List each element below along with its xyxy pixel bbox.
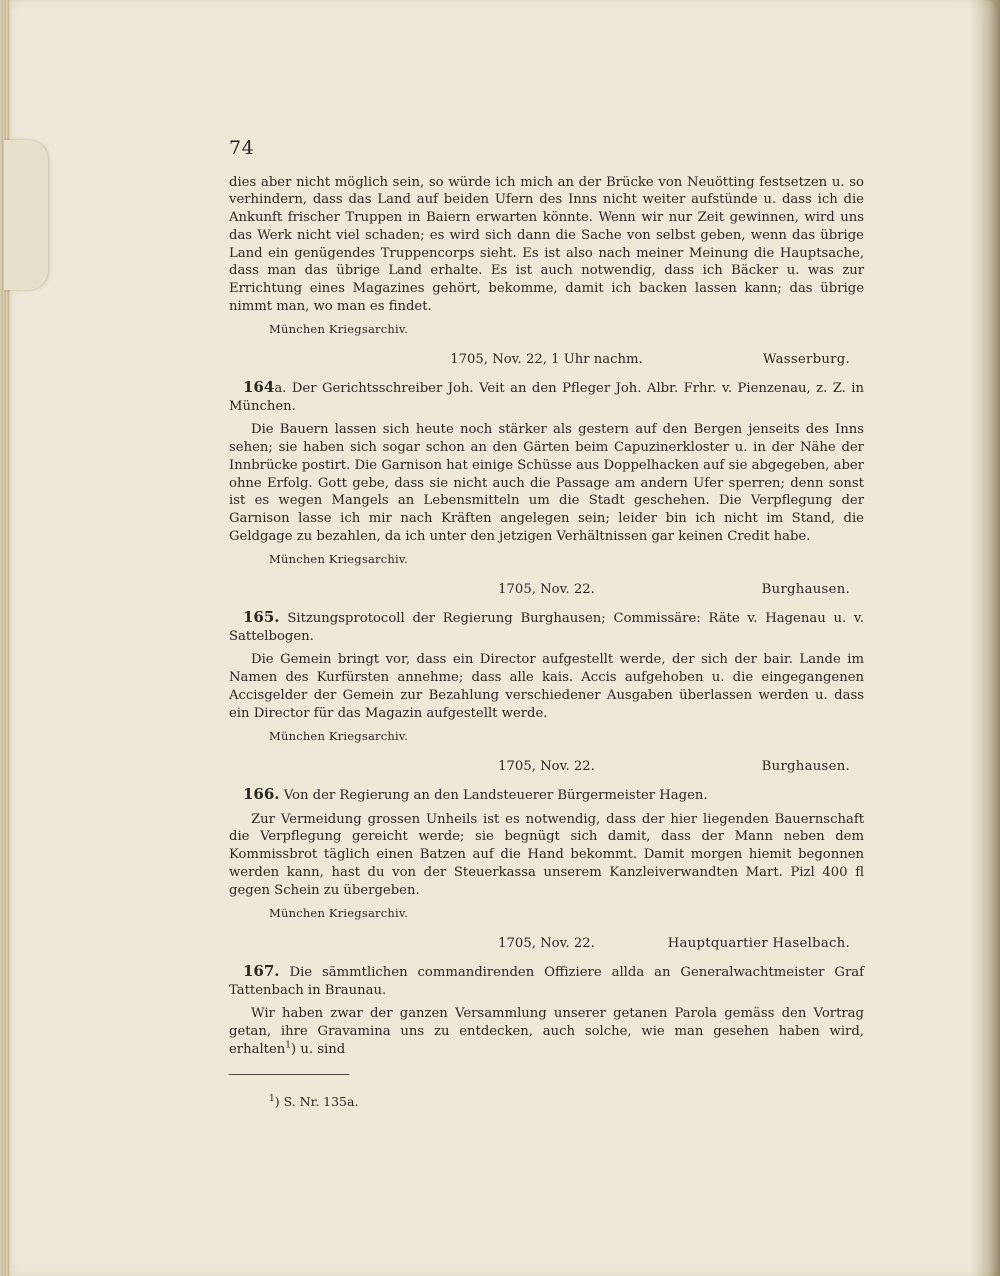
dateline-place: Wasserburg. [762, 352, 850, 368]
footnote-mark: 1 [269, 1094, 275, 1105]
document-number: 166. [243, 784, 280, 803]
document-heading [229, 963, 864, 999]
document-title: Von der Regierung an den Landsteuerer Bürgermeister Hagen. [283, 787, 708, 803]
page-number: 74 [229, 137, 255, 159]
source-note: München Kriegsarchiv. [269, 906, 409, 921]
dateline [229, 581, 864, 601]
document-number-suffix: a. [274, 381, 287, 397]
document-heading [229, 609, 864, 645]
dateline-date: 1705, Nov. 22. [498, 582, 595, 598]
document-body-text: Wir haben zwar der ganzen Versammlung unserer getanen Parola gemäss den Vortrag getan, ihre Gravamina uns zu entdecken, auch solche, wie man gesehen haben wird, erhalten [229, 1006, 864, 1057]
dateline [229, 935, 864, 955]
document-number: 167. [243, 961, 280, 980]
footnote-rule [229, 1074, 349, 1075]
document-title: Die sämmtlichen commandirenden Offiziere allda an Generalwachtmeister Graf Tattenbach in Braunau. [229, 964, 864, 998]
dateline-date: 1705, Nov. 22. [498, 758, 595, 774]
footnote-reference: 1 [285, 1040, 292, 1051]
document-body: Die Bauern lassen sich heute noch stärker als gestern auf den Bergen jenseits des Inns sehen; sie haben sich sogar schon an den Gärten beim Capuzinerkloster u. in der Nähe der Innbrücke postirt. Die Garnison hat einige Schüsse aus Doppelhacken auf sie abgegeben, aber ohne Erfolg. Gott gebe, dass sie nicht auch die Passage am andern Ufer sperren; denn sonst ist es wegen Mangels an Lebensmitteln um die Stadt geschehen. Die Verpflegung der Garnison lasse ich mir nach Kräften angelegen sein; leider bin ich nicht im Stand, die Geldgage zu bezahlen, da ich unter den jetzigen Verhältnissen gar keinen Credit habe. [229, 422, 864, 544]
document-body [229, 1005, 864, 1058]
continued-paragraph: dies aber nicht möglich sein, so würde ich mich an der Brücke von Neuötting festsetzen u. so verhindern, dass das Land auf beiden Ufern des Inns nicht weiter aufstünde u. dass ich die Ankunft frischer Truppen in Baiern erwarten könnte. Wenn wir nur Zeit gewinnen, wird uns das Werk nicht viel schaden; es wird sich dann die Sache von selbst geben, wenn das übrige Land ein genügendes Truppencorps sieht. Es ist also nach meiner Meinung die Hauptsache, dass man das übrige Land erhalte. Es ist auch notwendig, dass ich Bäcker u. was zur Errichtung eines Magazines gehört, bekomme, damit ich backen lassen kann; das übrige nimmt man, wo man es findet. [229, 174, 864, 314]
document-body: Zur Vermeidung grossen Unheils ist es notwendig, dass der hier liegenden Bauernschaft die Verpflegung gereicht werde; sie begnügt sich damit, dass der Mann neben dem Kommissbrot täglich einen Batzen auf die Hand bekommt. Damit morgen hiemit begonnen werden kann, hast du von der Steuerkassa unserem Kanzleiverwandten Mart. Pizl 400 fl gegen Schein zu übergeben. [229, 811, 864, 898]
document-number: 165. [243, 608, 280, 627]
document-title: Der Gerichtsschreiber Joh. Veit an den Pfleger Joh. Albr. Frhr. v. Pienzenau, z. Z. in München. [229, 381, 864, 414]
footnote [269, 1093, 864, 1111]
source-note: München Kriegsarchiv. [269, 322, 409, 337]
document-body-text: ) u. sind [291, 1041, 346, 1057]
binding-tab [4, 140, 48, 290]
dateline-date: 1705, Nov. 22, 1 Uhr nachm. [450, 352, 643, 368]
footnote-text: ) S. Nr. 135a. [274, 1094, 359, 1110]
document-title: Sitzungsprotocoll der Regierung Burghausen; Commissäre: Räte v. Hagenau u. v. Sattelbogen. [229, 611, 864, 644]
document-heading [229, 786, 864, 805]
source-note: München Kriegsarchiv. [269, 552, 409, 567]
dateline-place: Burghausen. [761, 582, 850, 598]
dateline-place: Hauptquartier Haselbach. [667, 935, 850, 951]
dateline [229, 351, 864, 371]
dateline-date: 1705, Nov. 22. [498, 935, 595, 951]
document-body: Die Gemein bringt vor, dass ein Director aufgestellt werde, der sich der bair. Lande im Namen des Kurfürsten annehme; dass alle kais. Accis aufgehoben u. die eingegangenen Accisgelder der Gemein zur Bezahlung verschiedener Ausgaben überlassen werden u. dass ein Director für das Magazin aufgestellt werde. [229, 652, 864, 721]
source-note: München Kriegsarchiv. [269, 729, 409, 744]
dateline [229, 758, 864, 778]
page-text [229, 137, 864, 1111]
document-number: 164 [243, 378, 275, 397]
binding-shadow [970, 0, 1000, 1276]
document-heading [229, 379, 864, 415]
dateline-place: Burghausen. [761, 758, 850, 774]
